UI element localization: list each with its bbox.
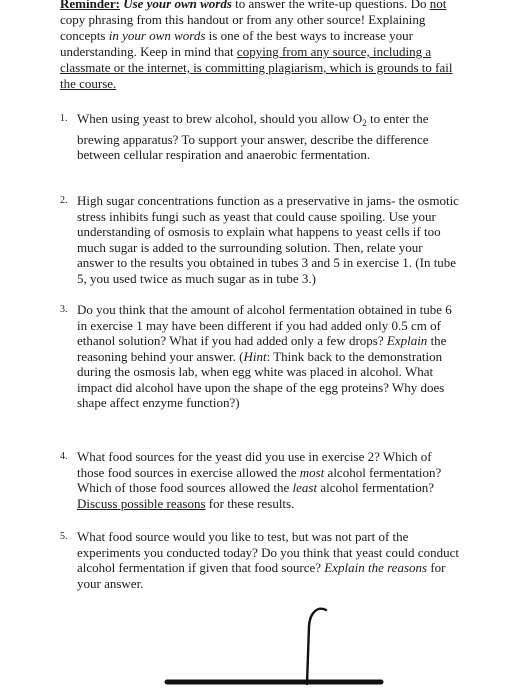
reminder-emphasis: Use your own words — [123, 0, 232, 11]
question-number: 5. — [60, 531, 68, 542]
reminder-paragraph: Reminder: Use your own words to answer the write-up questions. Do not copy phrasing from this handout or from any other source! Explaining concepts in your own words is one of the best ways to increase your understanding. Keep in mind that copying from any source, including a classmate or the internet, is committing plagiarism, which is grounds to fail the course. — [60, 0, 460, 92]
plagiarism-warning: copying from any source, including a classmate or the internet, is committing plagiarism, which is grounds to fail the course. — [60, 44, 453, 91]
question-number: 3. — [60, 304, 68, 315]
question-text: What food sources for the yeast did you use in exercise 2? Which of those food sources in exercise allowed the most alcohol fermentation? Which of those food sources allowed the least alcohol fermentation? Discuss possible reasons for these results. — [77, 449, 442, 511]
question-number: 2. — [60, 195, 68, 206]
question-text: What food source would you like to test, but was not part of the experiments you conducted today? Do you think that yeast could conduct alcohol fermentation if given that food source? Explain the reasons for your answer. — [77, 529, 459, 591]
reminder-label: Reminder: — [60, 0, 120, 11]
question-number: 4. — [60, 451, 68, 462]
question-number: 1. — [60, 113, 68, 124]
question-text: High sugar concentrations function as a preservative in jams- the osmotic stress inhibits fungi such as yeast that could cause spoiling. Use your understanding of osmosis to explain what happens to yeast cells if too much sugar is added to the surrounding solution. Then, relate your answer to the results you obtained in tubes 3 and 5 in exercise 1. (In tube 5, you used twice as much sugar as in tube 3.) — [77, 193, 459, 286]
question-text: When using yeast to brew alcohol, should you allow $O_2$ to enter the brewing apparatus? To support your answer, describe the difference between cellular respiration and anaerobic fermentation. — [77, 111, 429, 162]
question-text: Do you think that the amount of alcohol fermentation obtained in tube 6 in exercise 1 may have been different if you had added only 0.5 cm of ethanol solution? What if you had added only a few drops? Explain the reasoning behind your answer. (Hint: Think back to the demonstration during the osmosis lab, when egg white was placed in alcohol. What impact did alcohol have upon the shape of the egg proteins? Why does shape affect enzyme function?) — [77, 302, 452, 410]
